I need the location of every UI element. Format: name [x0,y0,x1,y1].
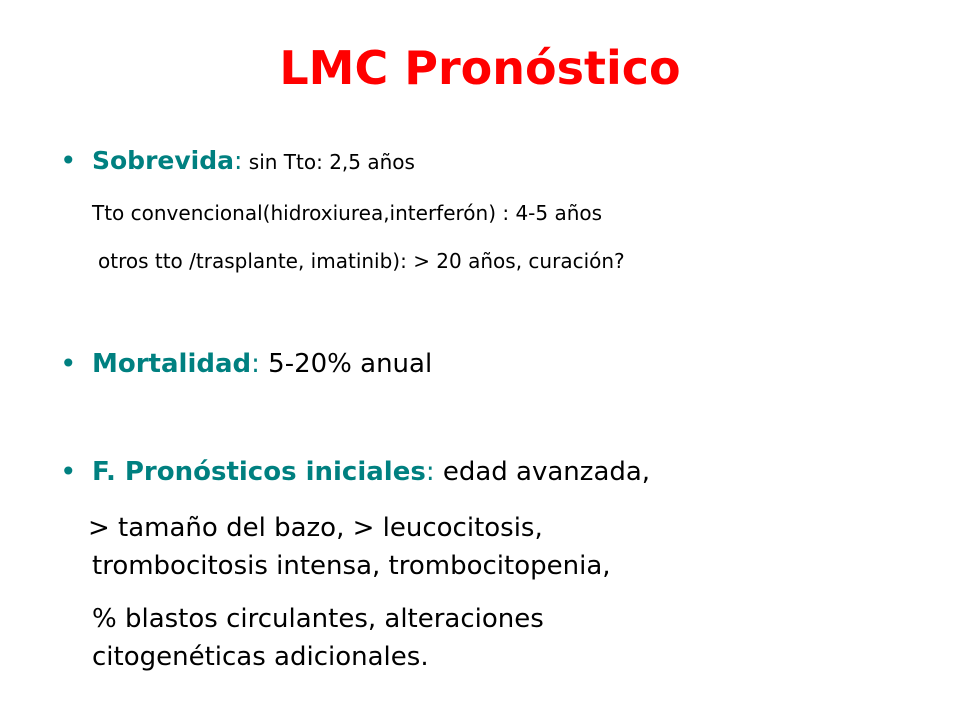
bullet-marker-survival: • [60,144,77,177]
survival-separator: : [234,146,243,175]
factors-line-5: citogenéticas adicionales. [92,642,429,672]
survival-term: Sobrevida [92,146,234,175]
factors-separator: : [425,457,435,487]
slide-title: LMC Pronóstico [279,41,681,95]
bullet-marker-factors: • [60,455,77,488]
mortality-term: Mortalidad [92,349,252,379]
survival-line-3: otros tto /trasplante, imatinib): > 20 años, curación? [98,249,625,273]
mortality-separator: : [251,349,260,379]
factors-line-1 [92,454,650,490]
survival-line-1 [92,144,415,179]
bullet-marker-mortality: • [60,347,77,380]
mortality-line [92,346,432,382]
survival-no-treatment: sin Tto: 2,5 años [242,150,415,174]
factors-term: F. Pronósticos iniciales [92,457,426,487]
factors-line-2: > tamaño del bazo, > leucocitosis, [88,513,543,543]
factors-line-4: % blastos circulantes, alteraciones [92,604,544,634]
survival-line-2: Tto convencional(hidroxiurea,interferón) : 4-5 años [92,201,603,225]
mortality-text: 5-20% anual [259,349,433,379]
factors-age: edad avanzada, [434,457,651,487]
factors-line-3: trombocitosis intensa, trombocitopenia, [92,551,611,581]
